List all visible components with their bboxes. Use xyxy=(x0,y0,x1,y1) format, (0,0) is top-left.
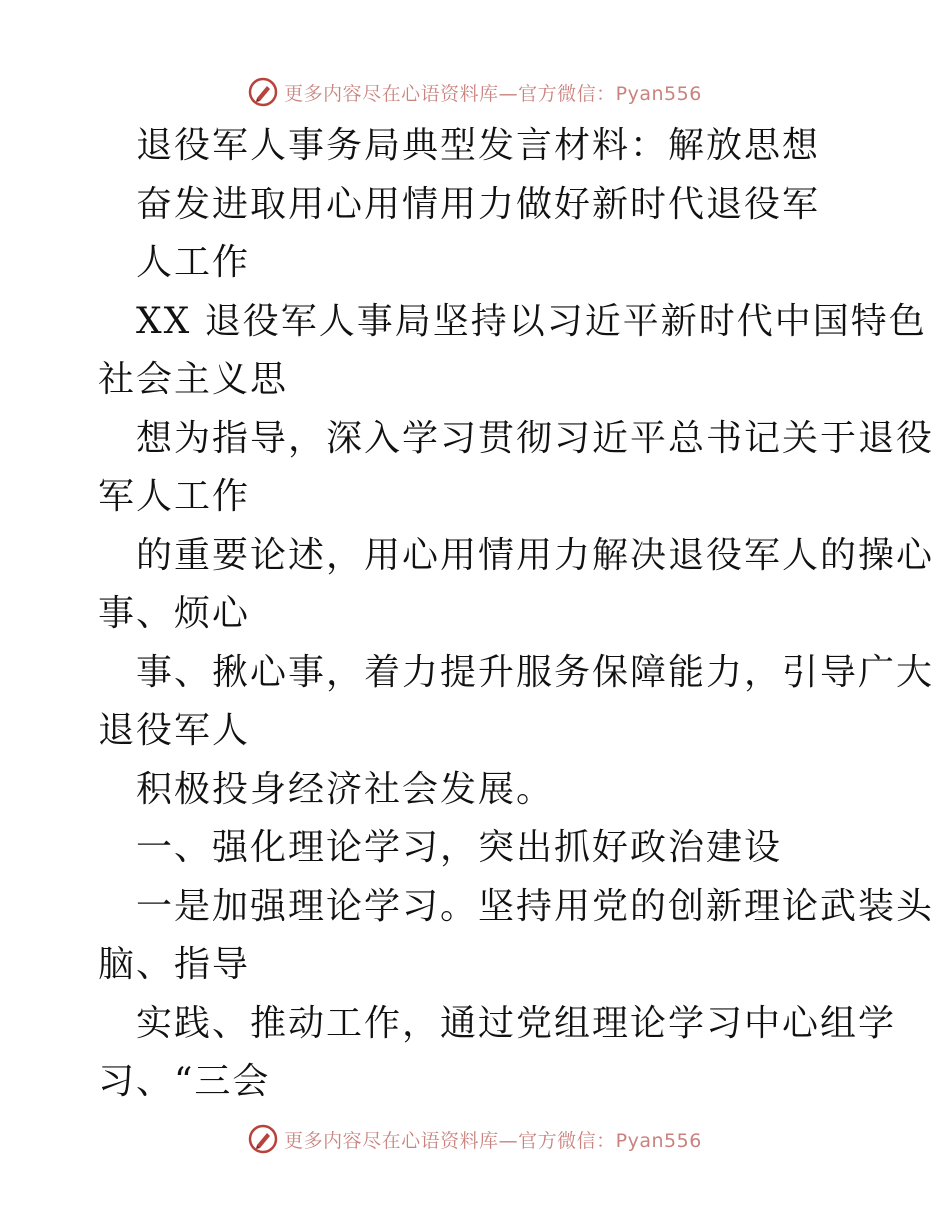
paragraph-line: 军人工作 xyxy=(98,476,251,517)
document-body xyxy=(98,117,935,1112)
banner-text: 更多内容尽在心语资料库—官方微信：Pyan556 xyxy=(284,1129,702,1152)
paragraph-line: XX 退役军人事局坚持以习近平新时代中国特色 xyxy=(136,300,927,342)
paragraph-line: 习、“三会 xyxy=(98,1061,271,1102)
footer-banner xyxy=(0,1119,950,1159)
paragraph-line: 积极投身经济社会发展。 xyxy=(136,768,555,810)
pen-logo-icon xyxy=(248,77,278,107)
paragraph-line: 脑、指导 xyxy=(98,944,251,985)
paragraph-line: 想为指导，深入学习贯彻习近平总书记关于退役 xyxy=(136,417,935,459)
title-line-1: 退役军人事务局典型发言材料：解放思想 xyxy=(136,125,821,166)
banner-text: 更多内容尽在心语资料库—官方微信：Pyan556 xyxy=(284,82,702,105)
paragraph-line: 退役军人 xyxy=(98,710,251,751)
title-line-2: 奋发进取用心用情用力做好新时代退役军 xyxy=(136,183,821,225)
pen-logo-icon xyxy=(248,1124,278,1154)
header-banner xyxy=(0,72,950,112)
paragraph-line: 的重要论述，用心用情用力解决退役军人的操心 xyxy=(136,534,935,576)
section-heading: 一、强化理论学习，突出抓好政治建设 xyxy=(136,827,783,868)
paragraph-line: 事、揪心事，着力提升服务保障能力，引导广大 xyxy=(136,651,935,693)
paragraph-line: 事、烦心 xyxy=(98,593,251,634)
paragraph-line: 实践、推动工作，通过党组理论学习中心组学 xyxy=(136,1002,897,1044)
paragraph-line: 一是加强理论学习。坚持用党的创新理论武装头 xyxy=(136,885,935,927)
title-line-3: 人工作 xyxy=(136,242,251,283)
paragraph-line: 社会主义思 xyxy=(98,359,289,400)
